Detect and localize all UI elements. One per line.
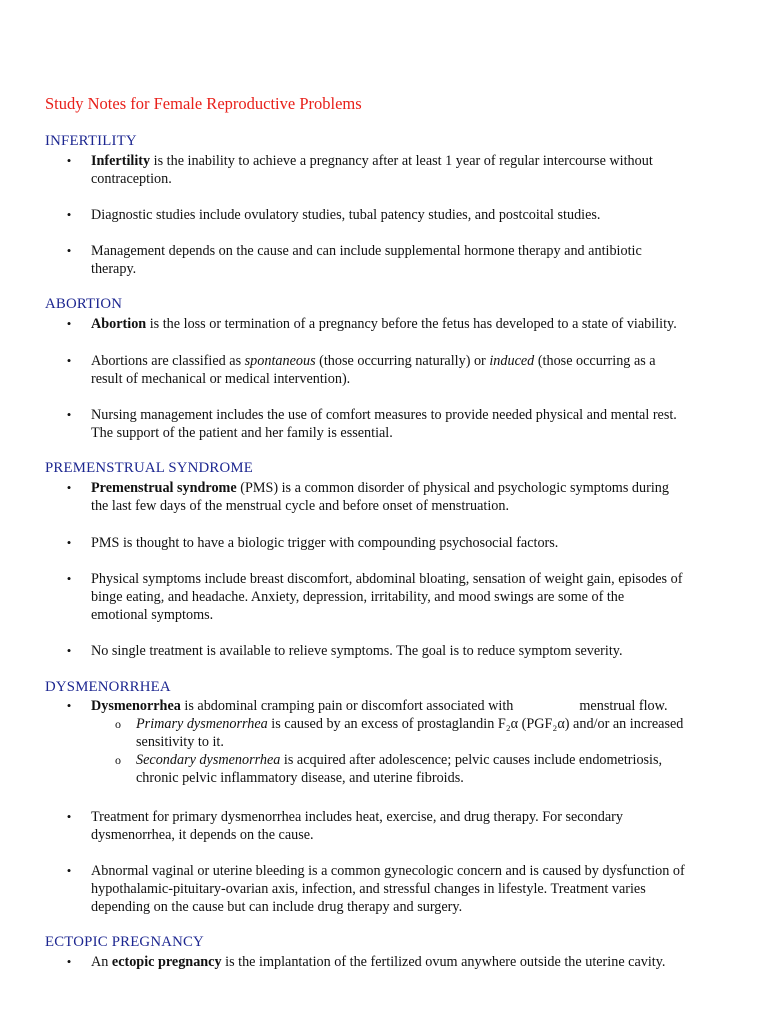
document-title: Study Notes for Female Reproductive Problems bbox=[45, 94, 362, 113]
emphasis: spontaneous bbox=[244, 353, 316, 369]
term: ectopic pregnancy bbox=[111, 954, 222, 970]
bullet-text: Abortion is the loss or termination of a pregnancy before the fetus has developed to a state of viability. bbox=[91, 316, 677, 332]
heading-ectopic-pregnancy: ECTOPIC PREGNANCY bbox=[45, 934, 204, 950]
bullet-text: Dysmenorrhea is abdominal cramping pain or discomfort associated with menstrual flow. bbox=[91, 698, 668, 714]
bullet: • bbox=[66, 954, 72, 969]
bullet-text: Premenstrual syndrome (PMS) is a common disorder of physical and psychologic symptoms during the last few days of the menstrual cycle and before onset of menstruation. bbox=[91, 480, 669, 514]
bullet: • bbox=[66, 809, 72, 824]
bullet: • bbox=[66, 698, 72, 713]
sub-bullet-text: Primary dysmenorrhea is caused by an excess of prostaglandin F₂α (PGF₂α) and/or an increased sensitivity to it. bbox=[136, 716, 684, 750]
term: Premenstrual syndrome bbox=[91, 480, 237, 496]
heading-premenstrual-syndrome: PREMENSTRUAL SYNDROME bbox=[45, 460, 253, 476]
sub-bullet: o bbox=[115, 753, 121, 767]
bullet-text: Physical symptoms include breast discomfort, abdominal bloating, sensation of weight gain, episodes of binge eating, and headache. Anxiety, depression, irritability, and mood swings are some of the emotional symptoms. bbox=[91, 571, 683, 623]
bullet-text: Management depends on the cause and can include supplemental hormone therapy and antibiotic therapy. bbox=[91, 243, 642, 277]
bullet-text: Infertility is the inability to achieve a pregnancy after at least 1 year of regular intercourse without contraception. bbox=[91, 153, 653, 187]
bullet-text: Abnormal vaginal or uterine bleeding is a common gynecologic concern and is caused by dysfunction of hypothalamic-pituitary-ovarian axis, infection, and stressful changes in lifestyle. Treatment varies depending on the cause but can include drug therapy and surgery. bbox=[91, 863, 685, 915]
bullet: • bbox=[66, 207, 72, 222]
bullet: • bbox=[66, 863, 72, 878]
bullet: • bbox=[66, 316, 72, 331]
heading-dysmenorrhea: DYSMENORRHEA bbox=[45, 679, 171, 695]
heading-abortion: ABORTION bbox=[45, 296, 123, 312]
sub-bullet-text: Secondary dysmenorrhea is acquired after adolescence; pelvic causes include endometriosis, chronic pelvic inflammatory disease, and uterine fibroids. bbox=[136, 752, 663, 786]
bullet: • bbox=[66, 407, 72, 422]
bullet: • bbox=[66, 243, 72, 258]
bullet-text: No single treatment is available to relieve symptoms. The goal is to reduce symptom severity. bbox=[91, 643, 623, 659]
bullet: • bbox=[66, 153, 72, 168]
bullet: • bbox=[66, 353, 72, 368]
emphasis: Primary dysmenorrhea bbox=[136, 716, 268, 732]
emphasis: induced bbox=[489, 353, 535, 369]
term: Dysmenorrhea bbox=[91, 698, 181, 714]
heading-infertility: INFERTILITY bbox=[45, 133, 137, 149]
bullet-text: PMS is thought to have a biologic trigger with compounding psychosocial factors. bbox=[91, 535, 559, 551]
bullet: • bbox=[66, 643, 72, 658]
bullet-text: Diagnostic studies include ovulatory studies, tubal patency studies, and postcoital studies. bbox=[91, 207, 601, 223]
term: Infertility bbox=[91, 153, 151, 169]
bullet-text: Nursing management includes the use of comfort measures to provide needed physical and mental rest. The support of the patient and her family is essential. bbox=[91, 407, 677, 441]
term: Abortion bbox=[91, 316, 147, 332]
bullet: • bbox=[66, 535, 72, 550]
bullet-text: Treatment for primary dysmenorrhea includes heat, exercise, and drug therapy. For secondary dysmenorrhea, it depends on the cause. bbox=[91, 809, 623, 843]
bullet: • bbox=[66, 480, 72, 495]
bullet-text: An ectopic pregnancy is the implantation of the fertilized ovum anywhere outside the uterine cavity. bbox=[91, 954, 666, 970]
sub-bullet: o bbox=[115, 717, 121, 731]
emphasis: Secondary dysmenorrhea bbox=[136, 752, 281, 768]
bullet: • bbox=[66, 571, 72, 586]
bullet-text: Abortions are classified as spontaneous (those occurring naturally) or induced (those occurring as a result of mechanical or medical intervention). bbox=[91, 353, 656, 387]
